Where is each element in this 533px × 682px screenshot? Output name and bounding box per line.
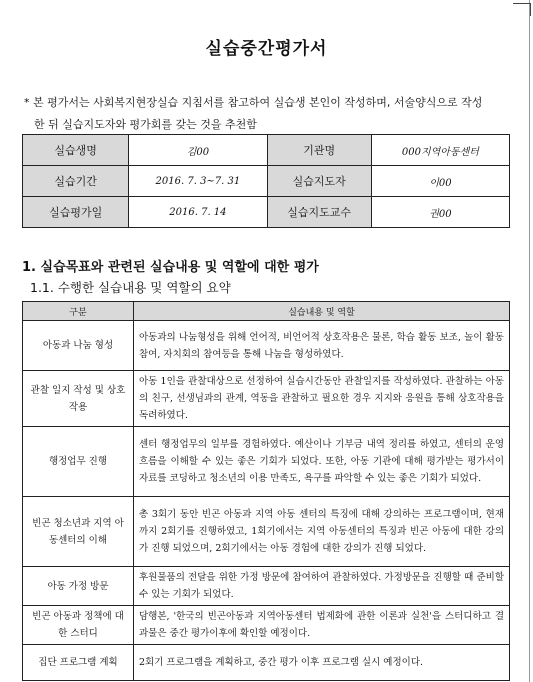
info-label: 실습생명 — [23, 135, 129, 166]
table-row — [23, 497, 510, 567]
info-row — [23, 135, 510, 166]
info-row — [23, 166, 510, 197]
activity-category: 빈곤 청소년과 지역 아동센터의 이해 — [23, 497, 134, 567]
note-line-2: 한 뒤 실습지도자와 평가회를 갖는 것을 추천함 — [34, 118, 257, 131]
info-label: 실습지도자 — [267, 166, 371, 197]
column-header-category: 구분 — [23, 302, 134, 321]
activity-content: 아동 1인을 관찰대상으로 선정하여 실습시간동안 관찰일지를 작성하였다. 관찰하는 아동의 친구, 선생님과의 관계, 역동을 관찰하고 필요한 경우 지지와 응원을 통해 상호작용을 독려하였다. — [134, 371, 510, 427]
table-row — [23, 567, 510, 606]
subsection-heading: 1.1. 수행한 실습내용 및 역할의 요약 — [30, 280, 231, 295]
activity-category: 집단 프로그램 계획 — [23, 645, 134, 681]
table-row — [23, 371, 510, 427]
instruction-note — [24, 92, 514, 136]
info-label: 실습지도교수 — [267, 197, 371, 228]
info-value: 권00 — [371, 197, 509, 228]
info-value: 2016. 7. 3~7. 31 — [129, 166, 267, 197]
activity-content: 아동과의 나눔형성을 위해 언어적, 비언어적 상호작용은 물론, 학습 활동 보조, 놀이 활동 참여, 자치회의 참여등을 통해 나눔을 형성하였다. — [134, 321, 510, 371]
info-row — [23, 197, 510, 228]
activity-header-row — [23, 302, 510, 321]
info-value: 000지역아동센터 — [371, 135, 509, 166]
info-label: 실습기간 — [23, 166, 129, 197]
document-title: 실습중간평가서 — [205, 39, 328, 59]
activity-category: 아동과 나눔 형성 — [23, 321, 134, 371]
activity-content: 담행본, '한국의 빈곤아동과 지역아동센터 법제화에 관한 이론과 실천'을 스터디하고 결과물은 중간 평가이후에 확인할 예정이다. — [134, 606, 510, 645]
info-label: 실습평가일 — [23, 197, 129, 228]
table-row — [23, 645, 510, 681]
activity-category: 행정업무 진행 — [23, 427, 134, 497]
activity-category: 빈곤 아동과 정책에 대한 스터디 — [23, 606, 134, 645]
activity-category: 관찰 일지 작성 및 상호작용 — [23, 371, 134, 427]
section-heading: 1. 실습목표와 관련된 실습내용 및 역할에 대한 평가 — [22, 260, 319, 275]
table-row — [23, 606, 510, 645]
info-label: 기관명 — [267, 135, 371, 166]
activity-content: 센터 행정업무의 일부를 경험하였다. 예산이나 기부금 내역 정리를 하였고, 센터의 운영 흐름을 이해할 수 있는 좋은 기회가 되었다. 또한, 아동 기관에 대해 평가받는 평가서이 자료를 코딩하고 청소년의 이용 만족도, 욕구를 파악할 수 있는 좋은 기회가 되었다. — [134, 427, 510, 497]
info-value: 김00 — [129, 135, 267, 166]
activity-table — [22, 301, 510, 681]
note-line-1: * 본 평가서는 사회복지현장실습 지침서를 참고하여 실습생 본인이 작성하며, 서술양식으로 작성 — [24, 96, 483, 109]
info-table — [22, 134, 510, 228]
page-corner-mark — [513, 3, 531, 16]
activity-content: 총 3회기 동안 빈곤 아동과 지역 아동 센터의 특징에 대해 강의하는 프로그램이며, 현재까지 2회기를 진행하였고, 1회기에서는 지역 아동센터의 특징과 빈곤 아동에 대한 강의가 진행 되었으며, 2회기에서는 아동 경험에 대한 강의가 진행 되었다. — [134, 497, 510, 567]
activity-content: 2회기 프로그램을 계획하고, 중간 평가 이후 프로그램 실시 예정이다. — [134, 645, 510, 681]
table-row — [23, 321, 510, 371]
activity-category: 아동 가정 방문 — [23, 567, 134, 606]
info-value: 2016. 7. 14 — [129, 197, 267, 228]
column-header-content: 실습내용 및 역할 — [134, 302, 510, 321]
activity-content: 후원물품의 전달을 위한 가정 방문에 참여하여 관찰하였다. 가정방문을 진행할 때 준비할 수 있는 기회가 되었다. — [134, 567, 510, 606]
info-value: 이00 — [371, 166, 509, 197]
table-row — [23, 427, 510, 497]
